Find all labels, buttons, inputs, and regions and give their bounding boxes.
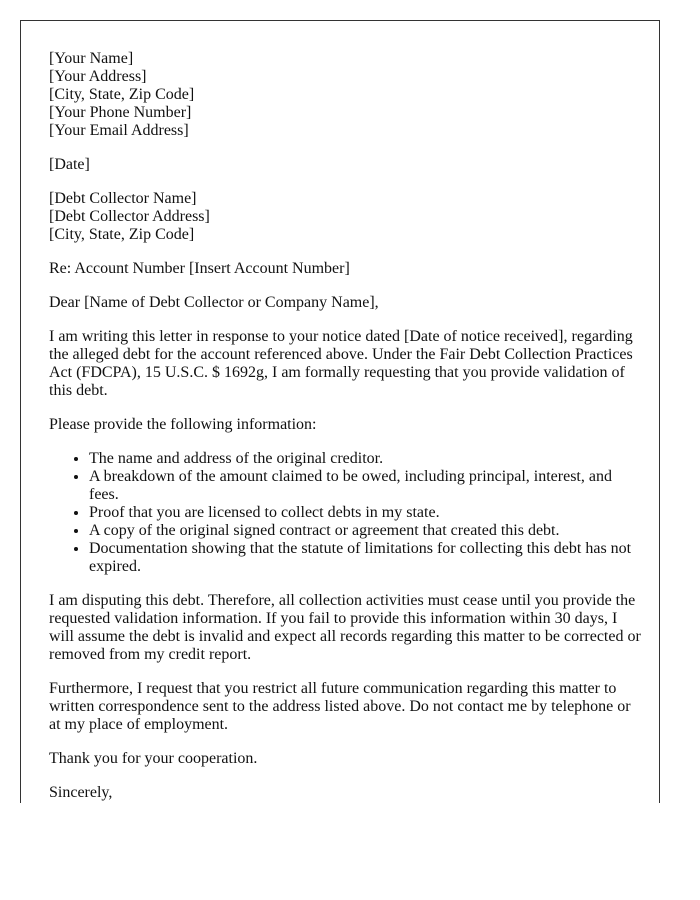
thanks-paragraph: Thank you for your cooperation.	[49, 750, 258, 767]
recipient-city: [City, State, Zip Code]	[49, 226, 195, 243]
letter-page	[20, 20, 660, 803]
dispute-paragraph: I am disputing this debt. Therefore, all collection activities must cease until you provide the requested validation information. If you fail to provide this information within 30 days, I will assume the debt is invalid and expect all records regarding this matter to be corrected or removed from my credit report.	[49, 592, 641, 663]
list-item: • Proof that you are licensed to collect debts in my state.	[89, 504, 643, 522]
letter-content	[49, 50, 643, 803]
request-paragraph: Please provide the following information:	[49, 416, 317, 433]
requested-items-list	[49, 450, 643, 576]
list-item: • Documentation showing that the statute of limitations for collecting this debt has not expired.	[89, 540, 643, 576]
sender-phone: [Your Phone Number]	[49, 104, 192, 121]
letter-date: [Date]	[49, 156, 90, 173]
recipient-block	[49, 190, 643, 244]
salutation: Dear [Name of Debt Collector or Company Name],	[49, 294, 379, 311]
recipient-name: [Debt Collector Name]	[49, 190, 197, 207]
sender-address: [Your Address]	[49, 68, 147, 85]
closing: Sincerely,	[49, 784, 113, 801]
sender-block	[49, 50, 643, 140]
list-item: • A breakdown of the amount claimed to be owed, including principal, interest, and fees.	[89, 468, 643, 504]
sender-city: [City, State, Zip Code]	[49, 86, 195, 103]
sender-name: [Your Name]	[49, 50, 134, 67]
recipient-address: [Debt Collector Address]	[49, 208, 210, 225]
list-item: • The name and address of the original creditor.	[89, 450, 643, 468]
list-item: • A copy of the original signed contract or agreement that created this debt.	[89, 522, 643, 540]
intro-paragraph: I am writing this letter in response to your notice dated [Date of notice received], regarding the alleged debt for the account referenced above. Under the Fair Debt Collection Practices Act (FDCPA), 15 U.S.C. $ 1692g, I am formally requesting that you provide validation of this debt.	[49, 328, 633, 399]
sender-email: [Your Email Address]	[49, 122, 189, 139]
re-line: Re: Account Number [Insert Account Number]	[49, 260, 350, 277]
communication-paragraph: Furthermore, I request that you restrict all future communication regarding this matter to written correspondence sent to the address listed above. Do not contact me by telephone or at my place of employment.	[49, 680, 631, 733]
